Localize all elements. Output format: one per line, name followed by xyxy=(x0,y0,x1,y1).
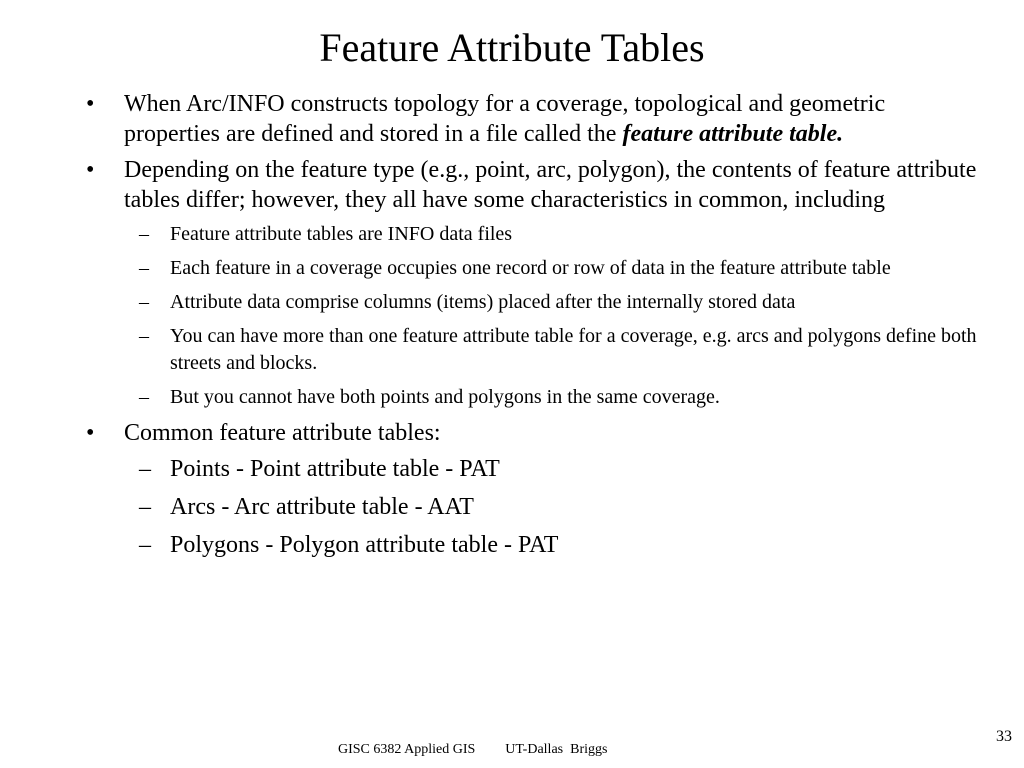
sub-bullet-marker: – xyxy=(139,386,149,408)
slide-title: Feature Attribute Tables xyxy=(319,25,705,70)
footer xyxy=(338,741,607,759)
sub-bullet-text: Feature attribute tables are INFO data files xyxy=(170,223,513,245)
sub-bullet-marker: – xyxy=(139,257,149,279)
sub-bullet xyxy=(86,255,986,282)
sub-bullet xyxy=(86,289,986,316)
sub-bullet-text: Points - Point attribute table - PAT xyxy=(170,456,500,482)
sub-bullet xyxy=(86,323,986,377)
sub-bullet-marker: – xyxy=(139,532,151,558)
sub-bullet-text: Polygons - Polygon attribute table - PAT xyxy=(170,532,559,558)
sub-bullet xyxy=(86,384,986,411)
sub-bullet-marker: – xyxy=(139,291,149,313)
bullet-text: Depending on the feature type (e.g., point, arc, polygon), the contents of feature attribute tables differ; however, they all have some characteristics in common, including xyxy=(124,157,977,213)
bullet-marker: • xyxy=(86,420,95,446)
sub-bullet xyxy=(86,530,986,560)
bullet-text: Common feature attribute tables: xyxy=(124,420,441,446)
page-number: 33 xyxy=(996,728,1012,745)
bullet-topology xyxy=(86,89,986,149)
sub-bullet-marker: – xyxy=(139,456,151,482)
sub-bullet xyxy=(86,221,986,248)
sub-bullet xyxy=(86,492,986,522)
slide-content xyxy=(86,89,986,568)
sub-bullet-text: Attribute data comprise columns (items) placed after the internally stored data xyxy=(170,291,796,313)
sub-bullet-text: Arcs - Arc attribute table - AAT xyxy=(170,494,474,520)
sub-bullet-marker: – xyxy=(139,223,149,245)
sub-bullet-text: Each feature in a coverage occupies one record or row of data in the feature attribute table xyxy=(170,257,891,279)
bullet-marker: • xyxy=(86,91,95,117)
sub-bullet-marker: – xyxy=(139,325,149,347)
sub-bullet xyxy=(86,454,986,484)
sub-bullet-text: You can have more than one feature attribute table for a coverage, e.g. arcs and polygons define both streets and blocks. xyxy=(170,325,977,374)
footer-author: UT-Dallas Briggs xyxy=(505,742,608,757)
bullet-feature-types xyxy=(86,155,986,215)
sub-bullet-text: But you cannot have both points and polygons in the same coverage. xyxy=(170,386,720,408)
bullet-common-tables xyxy=(86,418,986,448)
bullet-text: When Arc/INFO constructs topology for a coverage, topological and geometric properties are defined and stored in a file called the xyxy=(124,91,886,147)
bullet-emphasis: feature attribute table. xyxy=(622,121,844,147)
bullet-marker: • xyxy=(86,157,95,183)
sub-bullet-marker: – xyxy=(139,494,151,520)
footer-course: GISC 6382 Applied GIS xyxy=(338,742,476,757)
